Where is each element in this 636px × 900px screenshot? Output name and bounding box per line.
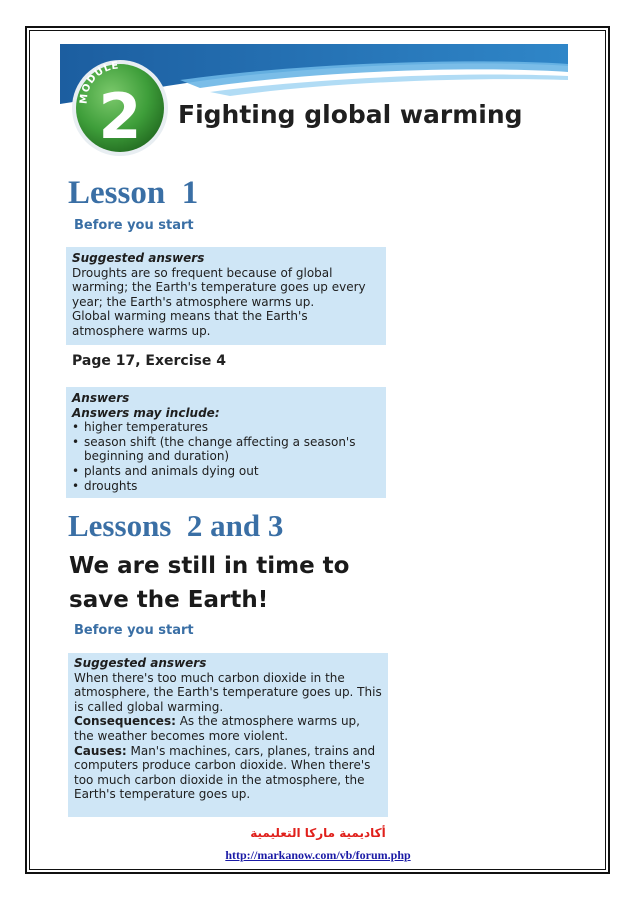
causes-label: Causes:	[74, 743, 127, 758]
box3-para1: When there's too much carbon dioxide in the atmosphere, the Earth's temperature goes up. This is called global warming.	[74, 670, 382, 714]
lesson1-before-you-start: Before you start	[74, 218, 194, 233]
footer-academy-name: أكاديمية ماركا التعليمية	[250, 826, 386, 840]
box2-title: Answers	[72, 391, 130, 405]
box1-title: Suggested answers	[72, 251, 205, 265]
box1-para1: Droughts are so frequent because of global warming; the Earth's temperature goes up every year; the Earth's atmosphere warms up.	[72, 265, 366, 309]
answers-list	[72, 420, 380, 493]
lessons23-before-you-start: Before you start	[74, 623, 194, 638]
footer-link[interactable]: http://markanow.com/vb/forum.php	[225, 848, 411, 862]
box3-consequences	[74, 714, 382, 743]
box1-para2: Global warming means that the Earth's atmosphere warms up.	[72, 309, 308, 338]
consequences-text: As the atmosphere warms up, the weather becomes more violent.	[74, 714, 360, 743]
list-item: • higher temperatures	[72, 420, 380, 435]
module-title: Fighting global warming	[178, 100, 523, 129]
list-item: • droughts	[72, 479, 380, 494]
exercise-label: Page 17, Exercise 4	[72, 353, 226, 369]
list-item: • plants and animals dying out	[72, 464, 380, 479]
module-badge-number: 2	[98, 80, 142, 153]
lessons23-heading: Lessons 2 and 3	[68, 508, 284, 543]
module-badge-word: MODULE	[78, 60, 120, 105]
lesson1-answers-box	[66, 387, 386, 498]
box2-subtitle: Answers may include:	[72, 405, 220, 420]
lessons23-title: We are still in time to save the Earth!	[69, 553, 350, 613]
lessons23-suggested-answers-box	[68, 653, 388, 817]
module-badge-icon	[70, 58, 170, 158]
list-item: • season shift (the change affecting a season's beginning and duration)	[72, 435, 380, 464]
causes-text: Man's machines, cars, planes, trains and computers produce carbon dioxide. When there's too much carbon dioxide in the atmosphere, the Earth's temperature goes up.	[74, 743, 376, 802]
box3-title: Suggested answers	[74, 656, 207, 670]
lesson1-suggested-answers-box	[66, 247, 386, 345]
lesson1-heading: Lesson 1	[68, 175, 199, 211]
consequences-label: Consequences:	[74, 714, 176, 729]
box3-causes	[74, 744, 382, 802]
